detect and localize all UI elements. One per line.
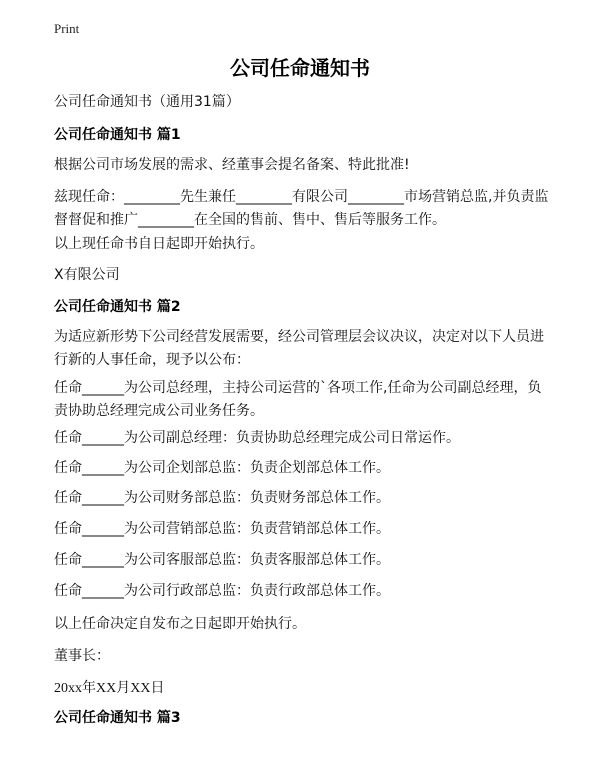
section-3-heading: 公司任命通知书 篇3 — [54, 710, 181, 726]
section-2-paragraph: 为适应新形势下公司经营发展需要，经公司管理层会议决议，决定对以下人员进行新的人事任命，现予以公布： — [54, 329, 544, 368]
section-2-paragraph: 以上任命决定自发布之日起即开始执行。 — [54, 616, 306, 632]
appointment-line: 任命______为公司副总经理：负责协助总经理完成公司日常运作。 — [54, 430, 460, 446]
section-2-paragraph: 任命______为公司总经理，主持公司运营的`各项工作,任命为公司副总经理，负责协助总经理完成公司业务任务。 — [54, 380, 542, 419]
document-subtitle: 公司任命通知书（通用31篇） — [54, 94, 240, 110]
print-link[interactable]: Print — [54, 21, 80, 36]
date-line: 20xx年XX月XX日 — [54, 681, 165, 696]
section-1-paragraph: 根据公司市场发展的需求、经董事会提名备案、特此批准! — [54, 157, 410, 173]
appointment-line: 任命______为公司客服部总监：负责客服部总体工作。 — [54, 552, 390, 568]
appointment-line: 任命______为公司企划部总监：负责企划部总体工作。 — [54, 460, 390, 476]
appointment-line: 任命______为公司营销部总监：负责营销部总体工作。 — [54, 521, 390, 537]
chairman-label: 董事长： — [54, 648, 110, 664]
section-1-paragraph: 兹现任命：________先生兼任________有限公司________市场营销总监,并负责监督督促和推广________在全国的售前、售中、售后等服务工作。 — [54, 189, 549, 228]
appointment-line: 任命______为公司财务部总监：负责财务部总体工作。 — [54, 490, 390, 506]
section-1-heading: 公司任命通知书 篇1 — [54, 127, 181, 143]
section-1-paragraph: 以上现任命书自日起即开始执行。 — [54, 236, 264, 252]
company-signature: X有限公司 — [54, 267, 120, 283]
section-2-heading: 公司任命通知书 篇2 — [54, 299, 181, 315]
appointment-line: 任命______为公司行政部总监：负责行政部总体工作。 — [54, 583, 390, 599]
document-title: 公司任命通知书 — [230, 56, 370, 80]
